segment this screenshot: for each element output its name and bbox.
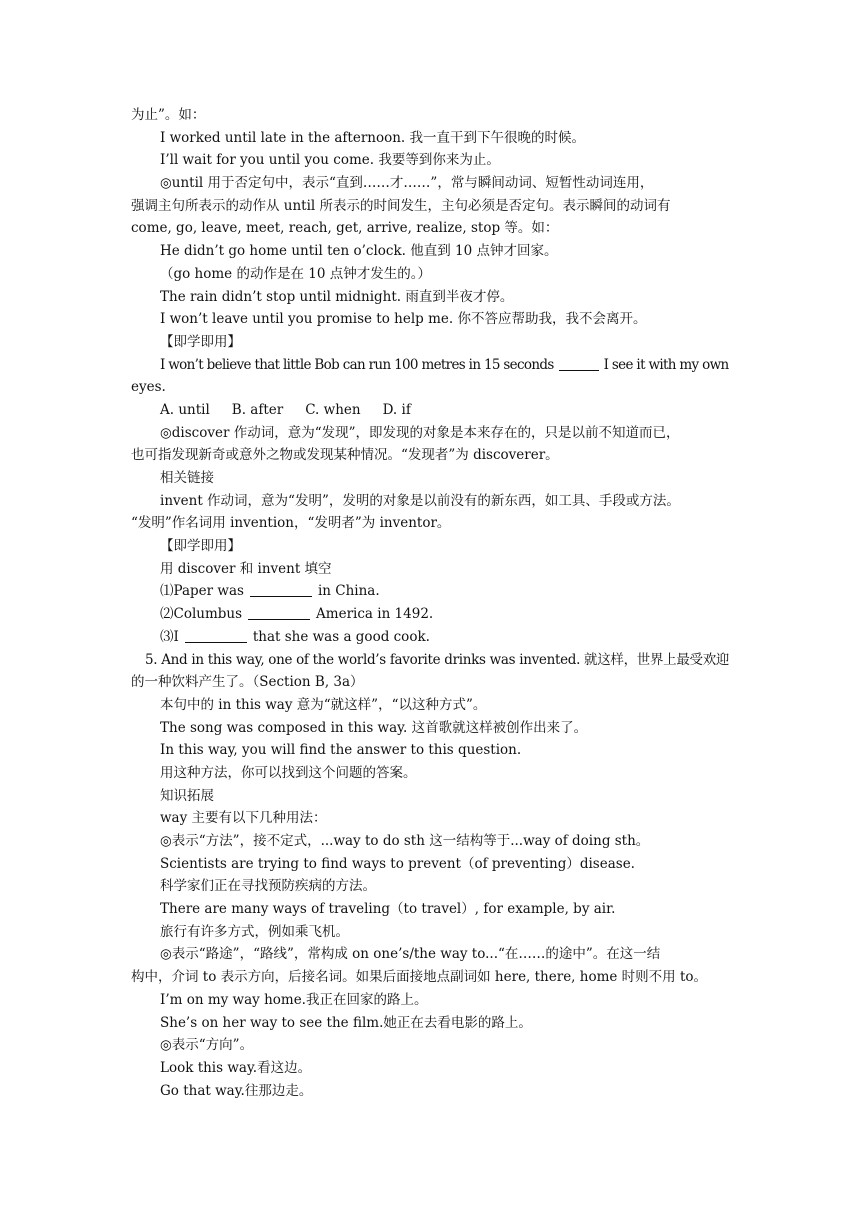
- text-line: way 主要有以下几种用法：: [160, 810, 327, 827]
- option-d: D. if: [382, 401, 411, 418]
- text-line: 的一种饮料产生了。（Section B, 3a）: [131, 674, 364, 691]
- text-line: invent 作动词，意为“发明”，发明的对象是以前没有的新东西，如工具、手段或方法。: [160, 492, 680, 509]
- answer-blank: [185, 628, 247, 643]
- text-line: 构中，介词 to 表示方向，后接名词。如果后面接地点副词如 here, there, home 时则不用 to。: [131, 969, 708, 986]
- section-heading: 【即学即用】: [160, 333, 241, 350]
- text-line: 也可指发现新奇或意外之物或发现某种情况。“发现者”为 discoverer。: [131, 447, 559, 464]
- item-text: that she was a good cook.: [252, 628, 430, 645]
- text-line: 为止”。如：: [131, 107, 206, 123]
- text-line: 本句中的 in this way 意为“就这样”，“以这种方式”。: [160, 696, 487, 713]
- example-sentence: I’m on my way home.我正在回家的路上。: [160, 991, 428, 1008]
- example-sentence: The song was composed in this way. 这首歌就这样被创作出来了。: [160, 719, 588, 736]
- fill-in-item: [131, 603, 733, 626]
- answer-blank: [248, 605, 310, 620]
- answer-blank: [559, 356, 599, 371]
- example-sentence: Go that way.往那边走。: [160, 1082, 313, 1099]
- numbered-point: 5. And in this way, one of the world’s favorite drinks was invented. 就这样，世界上最受欢迎: [145, 651, 730, 668]
- text-line: ◎discover 作动词，意为“发现”，即发现的对象是本来存在的，只是以前不知道而已，: [160, 424, 680, 441]
- item-text: ⑶I: [160, 628, 179, 645]
- answer-options: [131, 399, 733, 422]
- text-line: ◎表示“方向”。: [160, 1037, 254, 1054]
- example-sentence: There are many ways of traveling（to travel）, for example, by air.: [160, 901, 616, 918]
- example-sentence: I’ll wait for you until you come. 我要等到你来为止。: [160, 152, 500, 169]
- text-line: ◎until 用于否定句中，表示“直到……才……”，常与瞬间动词、短暂性动词连用，: [160, 175, 654, 192]
- section-heading: 相关链接: [160, 470, 214, 486]
- translation-line: 用这种方法，你可以找到这个问题的答案。: [160, 764, 417, 781]
- exercise-question: [131, 354, 733, 377]
- option-a: A. until: [160, 401, 210, 418]
- option-c: C. when: [305, 401, 361, 418]
- item-text: ⑵Columbus: [160, 606, 243, 623]
- text-line: ◎表示“方法”，接不定式，...way to do sth 这一结构等于...way of doing sth。: [160, 833, 650, 849]
- example-sentence: In this way, you will find the answer to this question.: [160, 742, 522, 759]
- fill-in-item: [131, 626, 733, 649]
- section-heading: 【即学即用】: [160, 538, 241, 555]
- example-sentence: The rain didn’t stop until midnight. 雨直到半夜才停。: [160, 288, 514, 305]
- example-sentence: I worked until late in the afternoon. 我一直干到下午很晚的时候。: [160, 129, 586, 146]
- note-line: （go home 的动作是在 10 点钟才发生的。）: [160, 265, 431, 282]
- text-line: eyes.: [131, 379, 166, 396]
- text-line: “发明”作名词用 invention，“发明者”为 inventor。: [131, 515, 451, 532]
- section-heading: 知识拓展: [160, 787, 214, 804]
- question-text: I see it with my own: [603, 356, 729, 373]
- question-text: I won’t believe that little Bob can run 100 metres in 15 seconds: [160, 356, 554, 373]
- fill-in-item: [131, 580, 733, 603]
- text-line: come, go, leave, meet, reach, get, arrive, realize, stop 等。如：: [131, 220, 559, 237]
- translation-line: 科学家们正在寻找预防疾病的方法。: [160, 878, 376, 895]
- example-sentence: Look this way.看这边。: [160, 1059, 312, 1076]
- example-sentence: She’s on her way to see the film.她正在去看电影的路上。: [160, 1014, 532, 1031]
- item-text: ⑴Paper was: [160, 583, 244, 600]
- text-line: 强调主句所表示的动作从 until 所表示的时间发生，主句必须是否定句。表示瞬间的动词有: [131, 197, 671, 214]
- item-text: in China.: [317, 583, 380, 600]
- text-line: ◎表示“路途”，“路线”，常构成 on one’s/the way to...“在……的途中”。在这一结: [160, 946, 661, 963]
- example-sentence: Scientists are trying to find ways to prevent（of preventing）disease.: [160, 855, 635, 872]
- option-b: B. after: [231, 401, 284, 418]
- answer-blank: [250, 582, 312, 597]
- text-line: 用 discover 和 invent 填空: [160, 560, 332, 577]
- example-sentence: He didn’t go home until ten o’clock. 他直到 10 点钟才回家。: [160, 243, 558, 260]
- translation-line: 旅行有许多方式，例如乘飞机。: [160, 923, 349, 940]
- item-text: America in 1492.: [316, 606, 434, 623]
- document-body: [131, 104, 733, 1102]
- example-sentence: I won’t leave until you promise to help me. 你不答应帮助我，我不会离开。: [160, 311, 647, 328]
